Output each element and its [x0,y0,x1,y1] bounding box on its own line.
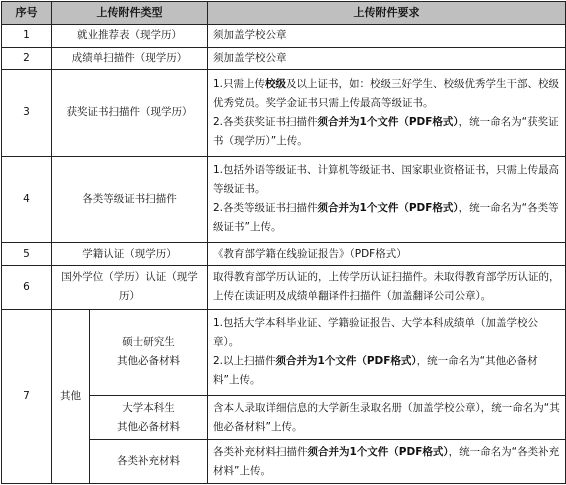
req-highlight: 须合并为1个文件（PDF格式） [307,445,449,458]
table-row [2,70,566,157]
attachment-type: 成绩单扫描件（现学历） [52,47,208,70]
table-row [2,156,566,243]
req-highlight: 校级 [265,77,287,90]
attachment-requirement: 须加盖学校公章 [208,25,566,48]
req-text: ，统一命名为“各类补充材料”上传。 [213,445,560,477]
req-text: ，统一命名为“获奖证书（现学历）”上传。 [213,115,559,147]
table-row [2,309,566,396]
other-category-label: 其他 [52,309,90,483]
row-number: 4 [2,156,52,243]
row-number: 5 [2,243,52,266]
req-text: ，统一命名为“各类等级证书”上传。 [213,202,559,234]
type-line: 其他必备材料 [117,355,180,368]
req-text: 2.各类获奖证书扫描件 [213,115,318,128]
row-number: 2 [2,47,52,70]
attachment-requirement [208,156,566,243]
attachment-requirement [208,70,566,157]
req-text: ，统一命名为“其他必备材料”上传。 [213,355,538,387]
attachment-requirement: 含本人录取详细信息的大学新生录取名册（加盖学校公章），统一命名为“其他必备材料”上传。 [208,396,566,440]
attachment-type: 获奖证书扫描件（现学历） [52,70,208,157]
table-row [2,25,566,48]
attachment-type: 就业推荐表（现学历） [52,25,208,48]
req-text: 及以上证书，如：校级三好学生、校级优秀学生干部、校级优秀党员。奖学金证书只需上传最高等级证书。 [213,77,560,109]
header-no: 序号 [2,2,52,25]
attachment-requirement [208,309,566,396]
table-row [2,47,566,70]
req-highlight: 须合并为1个文件（PDF格式） [317,115,459,128]
attachment-type: 国外学位（学历）认证（现学历） [52,265,208,309]
header-requirement: 上传附件要求 [208,2,566,25]
req-text: 1.只需上传 [213,77,266,90]
header-type: 上传附件类型 [52,2,208,25]
attachment-type: 各类等级证书扫描件 [52,156,208,243]
type-line: 硕士研究生 [122,336,175,349]
req-text: 2.各类等级证书扫描件 [213,202,318,215]
attachment-requirement: 《教育部学籍在线验证报告》（PDF格式） [208,243,566,266]
row-number: 1 [2,25,52,48]
row-number: 6 [2,265,52,309]
attachment-requirements-table [1,1,566,484]
req-text: 1.包括外语等级证书、计算机等级证书、国家职业资格证书，只需上传最高等级证书。 [213,164,560,196]
type-line: 其他必备材料 [117,420,180,433]
row-number: 7 [2,309,52,483]
attachment-type [90,309,208,396]
attachment-type: 各类补充材料 [90,440,208,484]
table-header-row [2,2,566,25]
row-number: 3 [2,70,52,157]
req-highlight: 须合并为1个文件（PDF格式） [275,355,417,368]
attachment-requirement: 取得教育部学历认证的，上传学历认证扫描件。未取得教育部学历认证的，上传在读证明及成绩单翻译件扫描件（加盖翻译公司公章）。 [208,265,566,309]
attachment-type [90,396,208,440]
attachment-type: 学籍认证（现学历） [52,243,208,266]
req-text: 各类补充材料扫描件 [213,445,308,458]
type-line: 大学本科生 [122,401,175,414]
table-row [2,265,566,309]
attachment-requirement: 须加盖学校公章 [208,47,566,70]
req-text: 2.以上扫描件 [213,355,276,368]
table-row [2,243,566,266]
req-text: 1.包括大学本科毕业证、学籍验证报告、大学本科成绩单（加盖学校公章）。 [213,317,539,349]
attachment-requirement [208,440,566,484]
req-highlight: 须合并为1个文件（PDF格式） [317,202,459,215]
